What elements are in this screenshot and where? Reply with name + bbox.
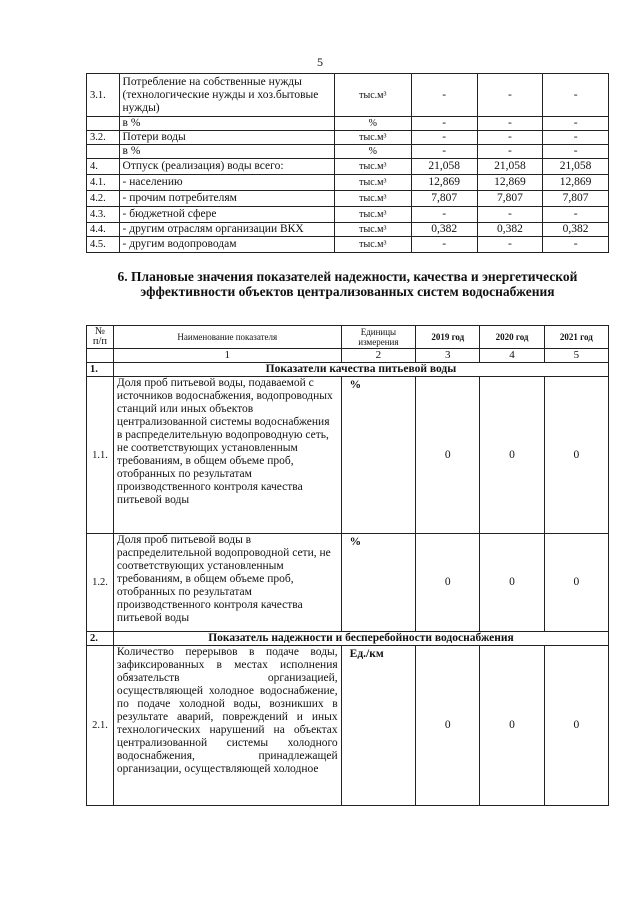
value-2020: - — [477, 145, 543, 159]
index-cell-empty — [87, 349, 114, 363]
value-2020: 0 — [480, 534, 544, 632]
value-2021: - — [543, 145, 609, 159]
row-number: 1.2. — [87, 534, 114, 632]
row-name: - другим водопроводам — [119, 237, 334, 253]
index-cell: 4 — [480, 349, 544, 363]
index-cell: 5 — [544, 349, 608, 363]
value-2021: 7,807 — [543, 191, 609, 207]
index-cell: 3 — [416, 349, 480, 363]
row-number: 4.3. — [87, 207, 120, 223]
section-number: 1. — [87, 363, 114, 377]
value-2020: 0 — [480, 377, 544, 534]
section-title: Показатели качества питьевой воды — [113, 363, 608, 377]
row-number — [87, 145, 120, 159]
table-row — [87, 74, 609, 117]
indicator-row — [87, 646, 609, 806]
value-2020: - — [477, 131, 543, 145]
header-number: № п/п — [87, 326, 114, 349]
header-unit: Единицы измерения — [341, 326, 415, 349]
value-2019: 7,807 — [411, 191, 477, 207]
row-number: 1.1. — [87, 377, 114, 534]
indicator-unit: Ед./км — [341, 646, 415, 806]
row-name: - другим отраслям организации ВКХ — [119, 223, 334, 237]
row-unit: тыс.м³ — [334, 159, 411, 175]
indicator-name: Доля проб питьевой воды, подаваемой с источников водоснабжения, водопроводных станций или иных объектов централизованной системы водоснабжения в распределительную водопроводную сеть, не соответствующих установленным требованиям, в общем объеме проб, отобранных по результатам производственного контроля качества питьевой воды — [113, 377, 341, 534]
value-2019: - — [411, 237, 477, 253]
row-number: 4.2. — [87, 191, 120, 207]
value-2021: - — [543, 131, 609, 145]
value-2021: - — [543, 237, 609, 253]
value-2020: - — [477, 207, 543, 223]
section-row — [87, 632, 609, 646]
row-name: - населению — [119, 175, 334, 191]
value-2021: 0 — [544, 377, 608, 534]
table-row — [87, 223, 609, 237]
value-2020: - — [477, 117, 543, 131]
table-row — [87, 117, 609, 131]
table-header-row — [87, 326, 609, 349]
row-number — [87, 117, 120, 131]
row-unit: тыс.м³ — [334, 131, 411, 145]
row-number: 3.2. — [87, 131, 120, 145]
table-row — [87, 131, 609, 145]
row-number: 4.4. — [87, 223, 120, 237]
value-2019: - — [411, 207, 477, 223]
value-2020: 7,807 — [477, 191, 543, 207]
value-2019: 0,382 — [411, 223, 477, 237]
row-name: Потери воды — [119, 131, 334, 145]
value-2021: 0 — [544, 534, 608, 632]
indicator-row — [87, 534, 609, 632]
index-cell: 1 — [113, 349, 341, 363]
section-row — [87, 363, 609, 377]
section-number: 2. — [87, 632, 114, 646]
header-2021: 2021 год — [544, 326, 608, 349]
value-2020: 0,382 — [477, 223, 543, 237]
value-2019: - — [411, 74, 477, 117]
value-2019: 12,869 — [411, 175, 477, 191]
table-row — [87, 207, 609, 223]
row-number: 4.1. — [87, 175, 120, 191]
row-number: 3.1. — [87, 74, 120, 117]
header-2020: 2020 год — [480, 326, 544, 349]
table-row — [87, 159, 609, 175]
row-unit: тыс.м³ — [334, 223, 411, 237]
table-row — [87, 145, 609, 159]
value-2019: 21,058 — [411, 159, 477, 175]
value-2019: - — [411, 131, 477, 145]
value-2020: 12,869 — [477, 175, 543, 191]
row-unit: тыс.м³ — [334, 74, 411, 117]
indicator-unit: % — [341, 534, 415, 632]
header-2019: 2019 год — [416, 326, 480, 349]
row-unit: тыс.м³ — [334, 237, 411, 253]
indicators-table — [86, 325, 609, 806]
table-row — [87, 191, 609, 207]
row-name: в % — [119, 145, 334, 159]
row-name: Потребление на собственные нужды (технологические нужды и хоз.бытовые нужды) — [119, 74, 334, 117]
value-2019: - — [411, 145, 477, 159]
value-2020: 21,058 — [477, 159, 543, 175]
header-name: Наименование показателя — [113, 326, 341, 349]
value-2021: - — [543, 207, 609, 223]
row-number: 4.5. — [87, 237, 120, 253]
table-row — [87, 237, 609, 253]
row-unit: тыс.м³ — [334, 175, 411, 191]
table-row — [87, 175, 609, 191]
indicator-name: Доля проб питьевой воды в распределительной водопроводной сети, не соответствующих установленным требованиям, в общем объеме проб, отобранных по результатам производственного контроля качества питьевой воды — [113, 534, 341, 632]
row-unit: тыс.м³ — [334, 207, 411, 223]
value-2021: 21,058 — [543, 159, 609, 175]
indicator-name: Количество перерывов в подаче воды, зафиксированных в местах исполнения обязательств организацией, осуществляющей холодное водоснабжение, по подаче холодной воды, возникших в результате аварий, повреждений и иных технологических нарушений на объектах централизованной системы холодного водоснабжения, принадлежащей организации, осуществляющей холодное — [113, 646, 341, 806]
value-2021: 0,382 — [543, 223, 609, 237]
section-title: 6. Плановые значения показателей надежности, качества и энергетической эффективности объектов централизованных систем водоснабжения — [117, 269, 578, 299]
row-number: 2.1. — [87, 646, 114, 806]
value-2019: 0 — [416, 646, 480, 806]
value-2021: - — [543, 74, 609, 117]
value-2021: 12,869 — [543, 175, 609, 191]
value-2019: 0 — [416, 534, 480, 632]
value-2021: 0 — [544, 646, 608, 806]
value-2019: 0 — [416, 377, 480, 534]
value-2020: - — [477, 237, 543, 253]
value-2019: - — [411, 117, 477, 131]
row-name: - прочим потребителям — [119, 191, 334, 207]
indicator-row — [87, 377, 609, 534]
row-number: 4. — [87, 159, 120, 175]
row-name: в % — [119, 117, 334, 131]
value-2020: 0 — [480, 646, 544, 806]
column-index-row — [87, 349, 609, 363]
row-unit: тыс.м³ — [334, 191, 411, 207]
index-cell: 2 — [341, 349, 415, 363]
water-balance-table — [86, 73, 609, 253]
section-title: Показатель надежности и бесперебойности водоснабжения — [113, 632, 608, 646]
row-name: - бюджетной сфере — [119, 207, 334, 223]
indicator-unit: % — [341, 377, 415, 534]
row-name: Отпуск (реализация) воды всего: — [119, 159, 334, 175]
page-number: 5 — [317, 55, 323, 69]
row-unit: % — [334, 117, 411, 131]
row-unit: % — [334, 145, 411, 159]
value-2020: - — [477, 74, 543, 117]
value-2021: - — [543, 117, 609, 131]
